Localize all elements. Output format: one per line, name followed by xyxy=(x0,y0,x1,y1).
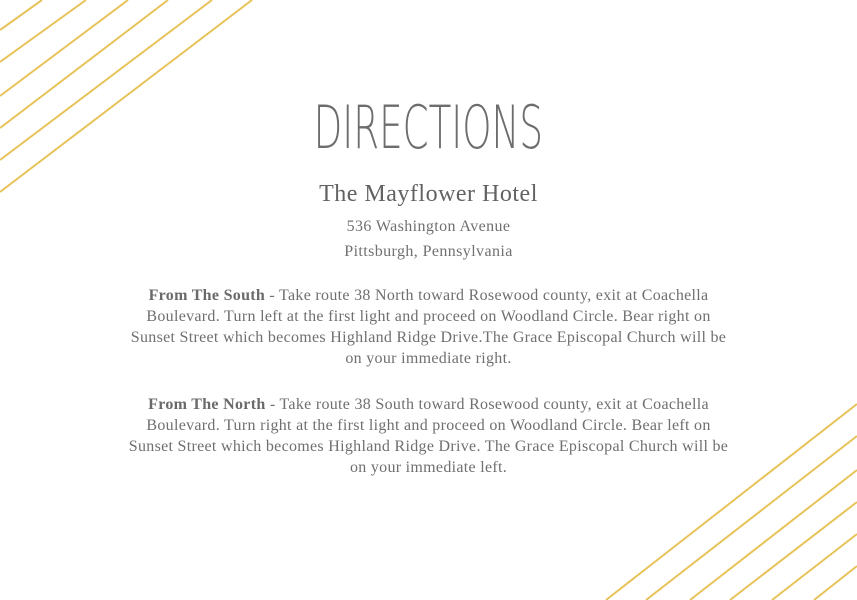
directions-from-south xyxy=(128,285,729,369)
venue-name: The Mayflower Hotel xyxy=(319,181,538,207)
address-street: 536 Washington Avenue xyxy=(346,218,511,235)
from-south-text: - Take route 38 North toward Rosewood county, exit at Coachella Boulevard. Turn left at the first light and proceed on Woodland Circle. Bear right on Sunset Street which becomes Highland Ridge Drive.The Grace Episcopal Church will be on your immediate right. xyxy=(130,287,727,367)
stripe-top-left-2 xyxy=(0,0,86,62)
from-south-heading: From The South xyxy=(148,287,266,304)
page-title: DIRECTIONS xyxy=(313,93,543,163)
stripe-top-left-4 xyxy=(0,0,168,128)
from-north-heading: From The North xyxy=(148,396,266,413)
stripe-bottom-right-5 xyxy=(772,534,857,600)
stripe-bottom-right-3 xyxy=(690,470,857,600)
stripe-bottom-right-4 xyxy=(730,502,857,600)
from-north-text: - Take route 38 South toward Rosewood county, exit at Coachella Boulevard. Turn right at the first light and proceed on Woodland Circle. Bear left on Sunset Street which becomes Highland Ridge Drive. The Grace Episcopal Church will be on your immediate left. xyxy=(128,396,729,476)
address-city: Pittsburgh, Pennsylvania xyxy=(344,243,513,260)
stripe-top-left-1 xyxy=(0,0,42,30)
directions-from-north xyxy=(128,394,729,478)
stripe-bottom-right-6 xyxy=(814,566,857,600)
